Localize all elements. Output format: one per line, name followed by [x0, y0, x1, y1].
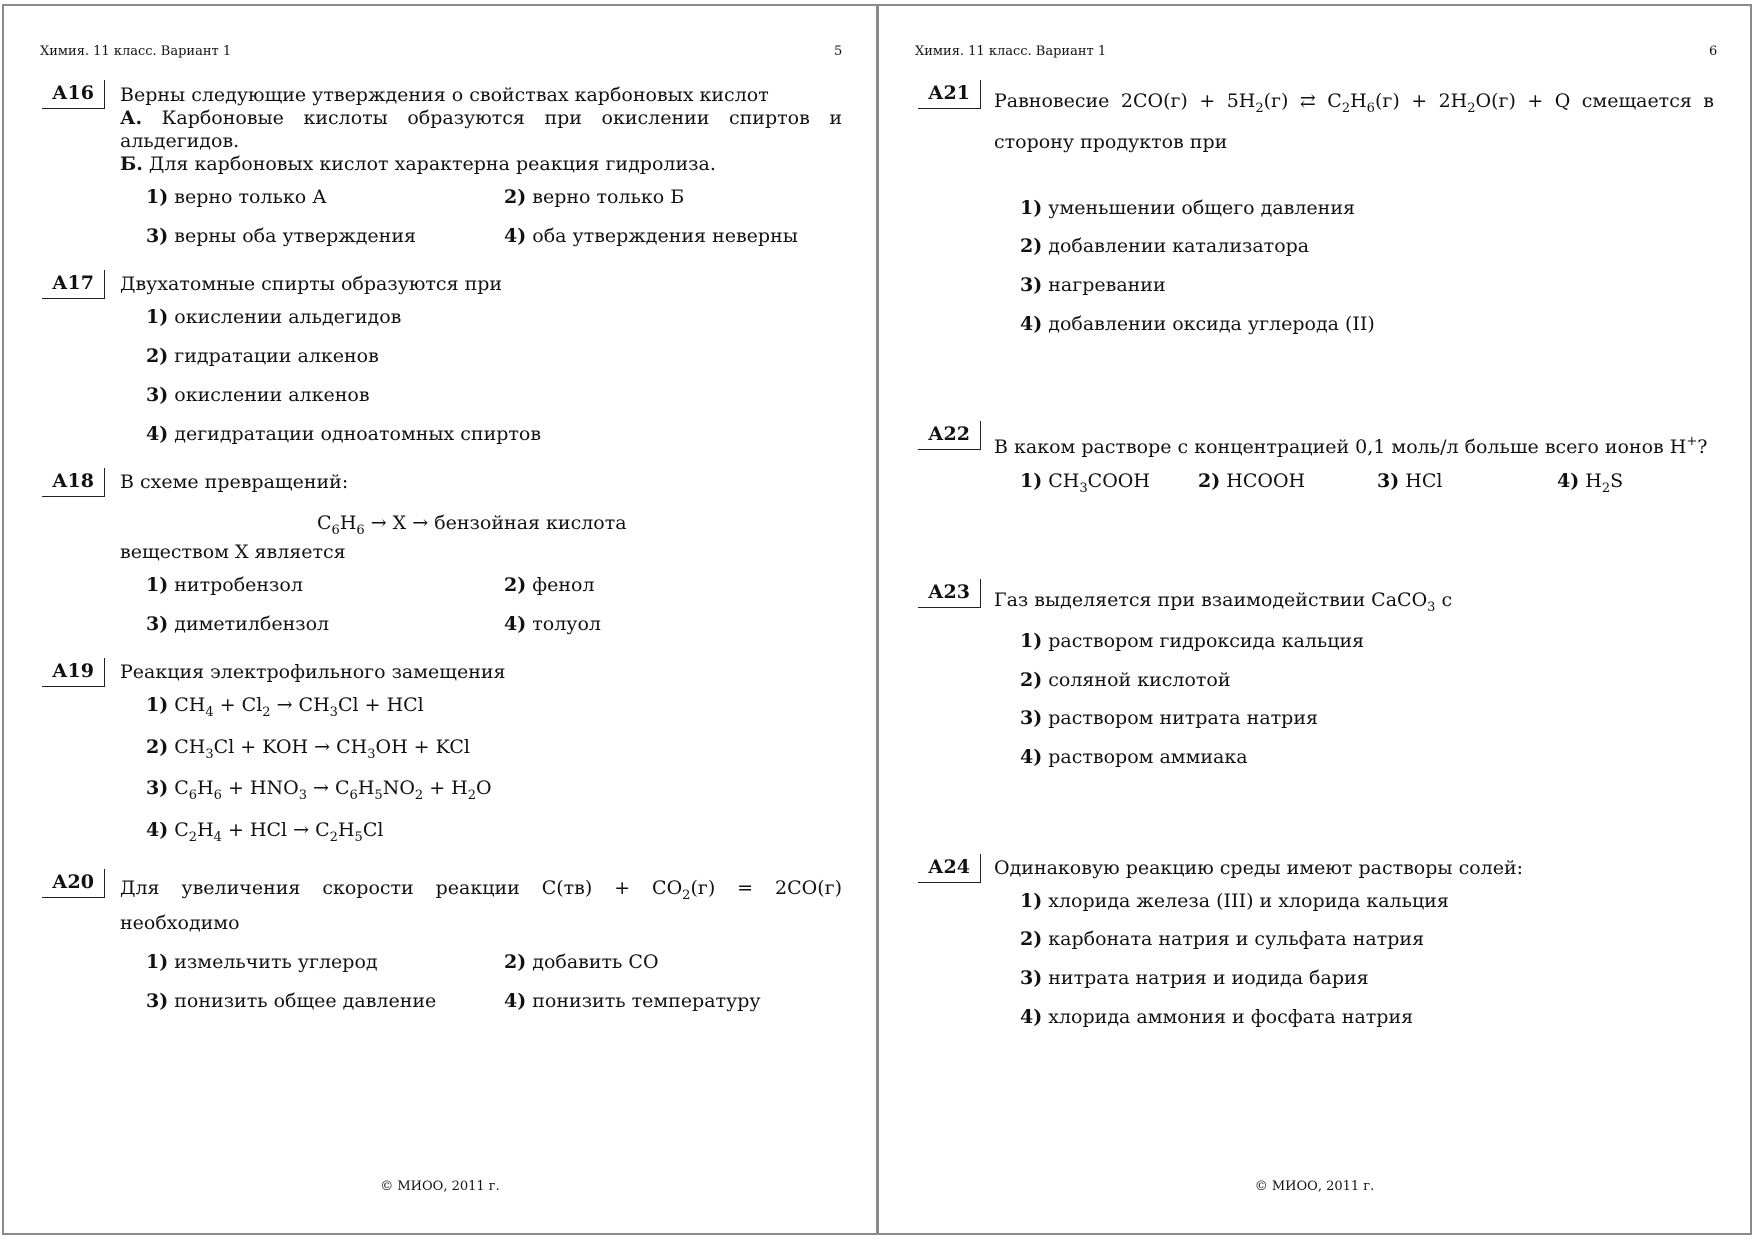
a24-option-2[interactable] [1020, 928, 1424, 951]
a23-option-3[interactable] [1020, 707, 1318, 730]
option-number: 1) [1020, 890, 1043, 912]
question-label-a22: А22 [918, 421, 981, 450]
a17-option-4[interactable] [146, 423, 541, 446]
a24-option-4[interactable] [1020, 1006, 1413, 1029]
option-text: раствором аммиака [1048, 746, 1248, 768]
a16-statement-a-text: Карбоновые кислоты образуются при окислении спиртов и [161, 107, 842, 129]
a23-question-text: Газ выделяется при взаимодействии CaCO [994, 589, 1428, 611]
a23-option-2[interactable] [1020, 669, 1231, 692]
option-number: 3) [1020, 967, 1043, 989]
a22-question: В каком растворе с концентрацией 0,1 моль/л больше всего ионов H+? [994, 434, 1708, 458]
a17-question: Двухатомные спирты образуются при [120, 273, 503, 295]
option-number: 3) [1020, 707, 1043, 729]
option-number: 1) [1020, 630, 1043, 652]
option-text: хлорида железа (III) и хлорида кальция [1048, 890, 1449, 912]
option-text: HCOOH [1226, 470, 1306, 492]
a16-statement-b-text: Для карбоновых кислот характерна реакция гидролиза. [148, 153, 716, 175]
option-text: толуол [532, 613, 601, 635]
a20-question-line: Для увеличения скорости реакции $C(тв) + CO_2(г) = 2CO(г)$ [120, 877, 842, 903]
option-number: 3) [146, 613, 169, 635]
a19-option-2[interactable]: 2) $CH_3Cl$ + KOH → $CH_3OH$ + KCl [146, 736, 470, 762]
option-text: верно только Б [532, 186, 685, 208]
a21-option-3[interactable] [1020, 274, 1166, 297]
option-text: хлорида аммония и фосфата натрия [1048, 1006, 1414, 1028]
option-text: раствором гидроксида кальция [1048, 630, 1365, 652]
page-left [2, 4, 878, 1235]
a20-option-3[interactable] [146, 990, 436, 1013]
a24-option-3[interactable] [1020, 967, 1369, 990]
page-number: 5 [834, 44, 843, 59]
a18-option-4[interactable] [504, 613, 601, 636]
question-label-a23: А23 [918, 579, 981, 608]
a16-question: Верны следующие утверждения о свойствах карбоновых кислот [120, 84, 769, 106]
option-number: 4) [504, 613, 527, 635]
a17-option-3[interactable] [146, 384, 370, 407]
a21-line2: сторону продуктов при [994, 131, 1228, 153]
a23-option-4[interactable] [1020, 746, 1248, 769]
option-number: 4) [504, 990, 527, 1012]
option-text: оба утверждения неверны [532, 225, 798, 247]
option-text: HCl [1405, 470, 1443, 492]
a22-question-text: В каком растворе с концентрацией 0,1 моль/л больше всего ионов H [994, 436, 1687, 458]
a22-option-3[interactable] [1377, 470, 1442, 493]
a16-statement-a-prefix: А. [120, 107, 143, 129]
a16-statement-a [120, 107, 842, 130]
option-text: диметилбензол [174, 613, 330, 635]
option-number: 2) [504, 186, 527, 208]
option-text: добавить CO [532, 951, 659, 973]
option-text: верно только А [174, 186, 327, 208]
option-text: измельчить углерод [174, 951, 378, 973]
question-label-a18: А18 [42, 468, 105, 497]
a19-option-1[interactable]: 1) $CH_4 + Cl_2 \to CH_3Cl$ + HCl [146, 694, 424, 720]
option-number: 4) [1020, 313, 1043, 335]
option-number: 3) [1020, 274, 1043, 296]
option-text: окислении альдегидов [174, 306, 402, 328]
option-number: 2) [1020, 669, 1043, 691]
a19-option-3[interactable]: 3) $C_6H_6 + HNO_3 \to C_6H_5NO_2 + H_2O$ [146, 777, 492, 803]
option-number: 4) [146, 423, 169, 445]
option-text: понизить температуру [532, 990, 761, 1012]
a22-option-2[interactable] [1198, 470, 1305, 493]
a23-question: Газ выделяется при взаимодействии CaCO$_3$ с [994, 589, 1453, 615]
a23-question-tail: с [1435, 589, 1453, 611]
a19-question: Реакция электрофильного замещения [120, 661, 506, 683]
question-label-a20: А20 [42, 869, 105, 898]
question-label-a21: А21 [918, 80, 981, 109]
a18-line2: веществом X является [120, 541, 346, 563]
a22-option-4[interactable]: 4) $H_2S$ [1557, 470, 1624, 496]
a19-option-4[interactable]: 4) $C_2H_4$ + HCl → $C_2H_5Cl$ [146, 819, 384, 845]
a16-statement-b-prefix: Б. [120, 153, 143, 175]
a21-eq-prefix: Равновесие 2CO(г) + 5H [994, 90, 1256, 112]
option-text: уменьшении общего давления [1048, 197, 1355, 219]
option-text: гидратации алкенов [174, 345, 379, 367]
question-label-a24: А24 [918, 854, 981, 883]
option-number: 2) [504, 951, 527, 973]
a18-option-1[interactable] [146, 574, 303, 597]
option-text: дегидратации одноатомных спиртов [174, 423, 542, 445]
question-label-a19: А19 [42, 658, 105, 687]
option-text: окислении алкенов [174, 384, 370, 406]
option-number: 4) [1557, 470, 1580, 492]
a18-scheme-tail: → X → бензойная кислота [364, 512, 627, 534]
option-text: фенол [532, 574, 595, 596]
running-header: Химия. 11 класс. Вариант 1 [40, 44, 232, 59]
option-number: 1) [1020, 470, 1043, 492]
option-number: 4) [146, 819, 169, 841]
option-number: 4) [1020, 746, 1043, 768]
page-number: 6 [1709, 44, 1718, 59]
a21-option-4[interactable] [1020, 313, 1375, 336]
footer: © МИОО, 2011 г. [1254, 1179, 1375, 1194]
option-text: добавлении оксида углерода (II) [1048, 313, 1375, 335]
a16-statement-a-cont: альдегидов. [120, 130, 240, 152]
a17-option-2[interactable] [146, 345, 379, 368]
option-number: 3) [146, 990, 169, 1012]
a17-option-1[interactable] [146, 306, 401, 329]
option-number: 2) [146, 736, 169, 758]
a21-option-2[interactable] [1020, 235, 1309, 258]
a18-option-3[interactable] [146, 613, 329, 636]
a18-scheme: $C_6H_6 \to X$ → бензойная кислота [317, 512, 627, 538]
a18-question: В схеме превращений: [120, 471, 349, 493]
a20-line2: необходимо [120, 912, 240, 934]
option-text: нагревании [1048, 274, 1166, 296]
option-number: 2) [1020, 235, 1043, 257]
option-number: 1) [146, 694, 169, 716]
option-number: 3) [146, 225, 169, 247]
option-text: соляной кислотой [1048, 669, 1231, 691]
option-number: 2) [504, 574, 527, 596]
option-number: 1) [146, 186, 169, 208]
a16-option-1[interactable] [146, 186, 327, 209]
page-right [877, 4, 1752, 1235]
option-text: верны оба утверждения [174, 225, 416, 247]
a20-option-2[interactable] [504, 951, 659, 974]
option-number: 2) [1020, 928, 1043, 950]
option-text: карбоната натрия и сульфата натрия [1048, 928, 1425, 950]
option-text: понизить общее давление [174, 990, 437, 1012]
option-number: 1) [146, 306, 169, 328]
a20-option-1[interactable] [146, 951, 378, 974]
option-number: 2) [1198, 470, 1221, 492]
option-number: 1) [1020, 197, 1043, 219]
option-text: нитрата натрия и иодида бария [1048, 967, 1369, 989]
option-number: 3) [146, 777, 169, 799]
option-number: 1) [146, 951, 169, 973]
option-number: 4) [1020, 1006, 1043, 1028]
option-number: 2) [146, 345, 169, 367]
a22-option-1[interactable]: 1) $CH_3COOH$ [1020, 470, 1150, 496]
a23-option-1[interactable] [1020, 630, 1364, 653]
a18-option-2[interactable] [504, 574, 595, 597]
option-number: 4) [504, 225, 527, 247]
option-text: добавлении катализатора [1048, 235, 1310, 257]
a21-question: Равновесие $2CO(г) + 5H_2(г)$ ⇄ $C_2H_6(г) + 2H_2O(г) + Q$ смещается в [994, 90, 1714, 116]
question-label-a17: А17 [42, 270, 105, 299]
a24-question: Одинаковую реакцию среды имеют растворы солей: [994, 857, 1524, 879]
a16-statement-b [120, 153, 716, 176]
a16-option-2[interactable] [504, 186, 684, 209]
footer: © МИОО, 2011 г. [380, 1179, 500, 1194]
option-number: 3) [146, 384, 169, 406]
a16-option-4[interactable] [504, 225, 798, 248]
a20-option-4[interactable] [504, 990, 761, 1013]
question-label-a16: А16 [42, 80, 105, 109]
option-number: 3) [1377, 470, 1400, 492]
a21-option-1[interactable] [1020, 197, 1355, 220]
option-text: нитробензол [174, 574, 303, 596]
option-text: раствором нитрата натрия [1048, 707, 1318, 729]
a16-option-3[interactable] [146, 225, 416, 248]
running-header: Химия. 11 класс. Вариант 1 [915, 44, 1107, 59]
a24-option-1[interactable] [1020, 890, 1449, 913]
option-number: 1) [146, 574, 169, 596]
a21-eq-suffix: (г) + Q смещается в [1491, 90, 1714, 112]
